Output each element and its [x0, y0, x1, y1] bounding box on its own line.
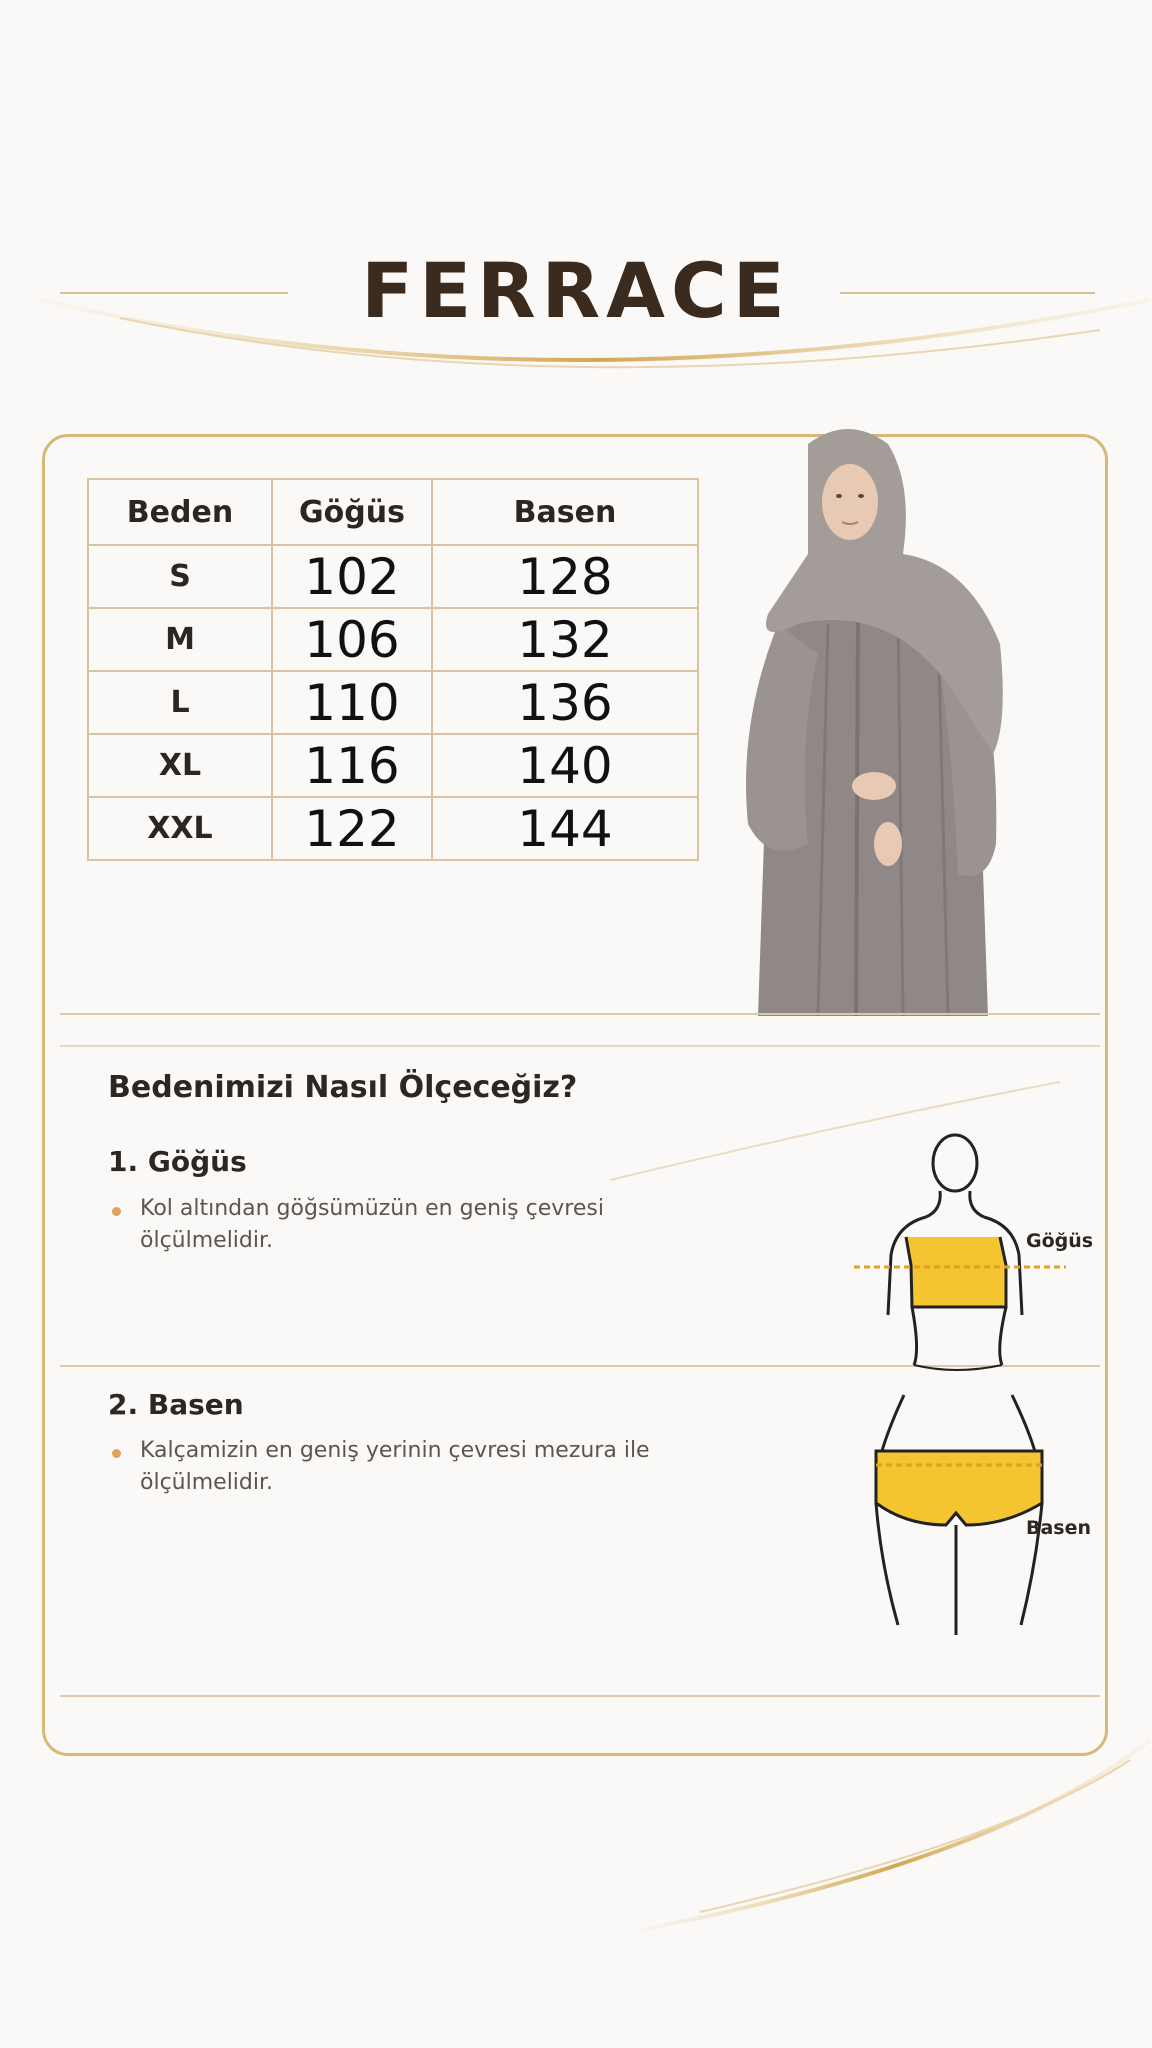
chest-cell: 116 — [272, 734, 432, 797]
size-cell: S — [88, 545, 272, 608]
size-cell: XL — [88, 734, 272, 797]
table-row — [88, 545, 698, 608]
column-header-hip: Basen — [432, 479, 698, 545]
step-chest-line-1: Kol altından göğsümüzün en geniş çevresi — [140, 1196, 604, 1221]
step-hip-line-1: Kalçamizin en geniş yerinin çevresi mezura ile — [140, 1438, 650, 1463]
divider — [60, 1695, 1100, 1697]
brand-title: FERRACE — [361, 246, 791, 335]
size-chart-table — [87, 478, 699, 861]
size-cell: M — [88, 608, 272, 671]
figure-label-hip: Basen — [1026, 1517, 1092, 1539]
figure-label-chest: Göğüs — [1026, 1230, 1094, 1252]
hip-cell: 132 — [432, 608, 698, 671]
step-hip-line-2: ölçülmelidir. — [140, 1470, 274, 1495]
column-header-size: Beden — [88, 479, 272, 545]
step-hip-title: 2. Basen — [108, 1388, 244, 1421]
size-cell: L — [88, 671, 272, 734]
size-cell: XXL — [88, 797, 272, 860]
step-chest-line-2: ölçülmelidir. — [140, 1228, 274, 1253]
step-hip-description — [140, 1435, 740, 1499]
hip-cell: 144 — [432, 797, 698, 860]
hip-cell: 140 — [432, 734, 698, 797]
chest-cell: 102 — [272, 545, 432, 608]
table-row — [88, 734, 698, 797]
table-row — [88, 797, 698, 860]
divider — [60, 1013, 1100, 1015]
table-row — [88, 608, 698, 671]
table-row — [88, 671, 698, 734]
bullet-dot — [112, 1449, 121, 1458]
table-header-row — [88, 479, 698, 545]
model-photo — [738, 424, 1014, 1016]
bullet-dot — [112, 1207, 121, 1216]
chest-cell: 110 — [272, 671, 432, 734]
step-chest-description — [140, 1193, 740, 1257]
divider — [60, 1045, 1100, 1047]
body-measurement-figure — [836, 1125, 1106, 1635]
step-chest-title: 1. Göğüs — [108, 1145, 247, 1178]
hip-cell: 136 — [432, 671, 698, 734]
chest-cell: 106 — [272, 608, 432, 671]
chest-cell: 122 — [272, 797, 432, 860]
column-header-chest: Göğüs — [272, 479, 432, 545]
measure-section-title: Bedenimizi Nasıl Ölçeceğiz? — [108, 1070, 578, 1105]
hip-cell: 128 — [432, 545, 698, 608]
